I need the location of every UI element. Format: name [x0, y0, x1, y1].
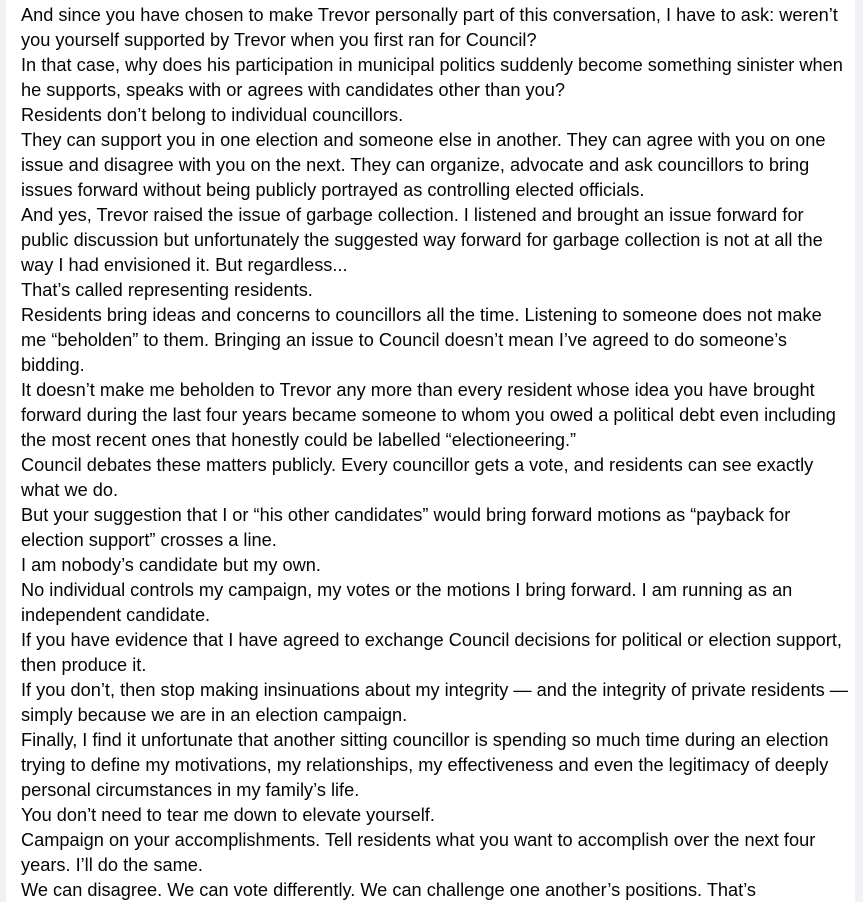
post-paragraph: But your suggestion that I or “his other candidates” would bring forward motions as “payback for election support” crosses a line.	[21, 505, 791, 550]
post-paragraph: In that case, why does his participation in municipal politics suddenly become something sinister when he supports, speaks with or agrees with candidates other than you?	[21, 55, 843, 100]
post-paragraph: Residents don’t belong to individual councillors.	[21, 105, 404, 125]
post-paragraph: It doesn’t make me beholden to Trevor any more than every resident whose idea you have brought forward during the last four years became someone to whom you owed a political debt even including the most recent ones that honestly could be labelled “electioneering.”	[21, 380, 836, 450]
post-paragraph: If you have evidence that I have agreed to exchange Council decisions for political or election support, then produce it.	[21, 630, 842, 675]
post-paragraph: And yes, Trevor raised the issue of garbage collection. I listened and brought an issue forward for public discussion but unfortunately the suggested way forward for garbage collection is not at all the way I had envisioned it. But regardless...	[21, 205, 823, 275]
post-body-text	[21, 3, 851, 902]
post-paragraph: You don’t need to tear me down to elevate yourself.	[21, 805, 435, 825]
post-card	[6, 0, 855, 902]
post-paragraph: We can disagree. We can vote differently. We can challenge one another’s positions. That’s	[21, 880, 757, 900]
post-paragraph: That’s called representing residents.	[21, 280, 313, 300]
post-paragraph: No individual controls my campaign, my votes or the motions I bring forward. I am running as an independent candidate.	[21, 580, 793, 625]
post-paragraph: If you don’t, then stop making insinuations about my integrity — and the integrity of private residents — simply because we are in an election campaign.	[21, 680, 848, 725]
post-paragraph: And since you have chosen to make Trevor personally part of this conversation, I have to ask: weren’t you yourself supported by Trevor when you first ran for Council?	[21, 5, 838, 50]
post-paragraph: Finally, I find it unfortunate that another sitting councillor is spending so much time during an election trying to define my motivations, my relationships, my effectiveness and even the legitimacy of deeply personal circumstances in my family’s life.	[21, 730, 829, 800]
post-paragraph: They can support you in one election and someone else in another. They can agree with you on one issue and disagree with you on the next. They can organize, advocate and ask councillors to bring issues forward without being publicly portrayed as controlling elected officials.	[21, 130, 826, 200]
post-paragraph: Residents bring ideas and concerns to councillors all the time. Listening to someone does not make me “beholden” to them. Bringing an issue to Council doesn’t mean I’ve agreed to do someone’s bidding.	[21, 305, 822, 375]
post-paragraph: Council debates these matters publicly. Every councillor gets a vote, and residents can see exactly what we do.	[21, 455, 814, 500]
post-paragraph: I am nobody’s candidate but my own.	[21, 555, 321, 575]
post-paragraph: Campaign on your accomplishments. Tell residents what you want to accomplish over the next four years. I’ll do the same.	[21, 830, 816, 875]
